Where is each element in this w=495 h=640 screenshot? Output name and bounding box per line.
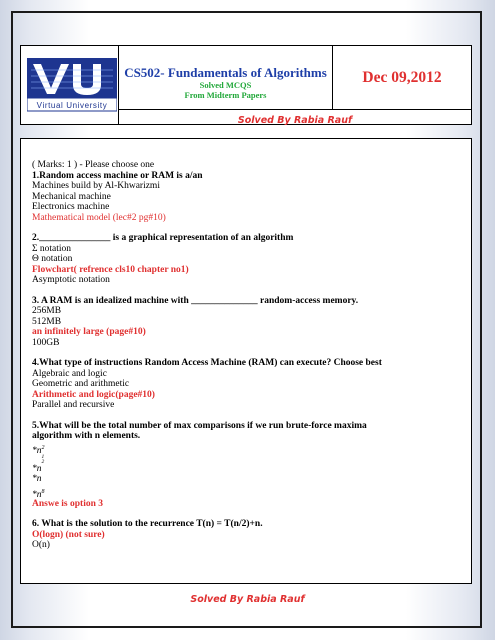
q5-option-3: *n: [32, 473, 42, 484]
q4-option-2: Geometric and arithmetic: [32, 379, 130, 389]
header-solved-by-cell: [119, 110, 471, 124]
document-title: CS502- Fundamentals of Algorithms: [124, 65, 327, 80]
q4-answer: Arithmetic and logic(page#10): [32, 389, 155, 400]
q2-answer: Flowchart( refrence cls10 chapter no1): [32, 264, 189, 275]
document-subtitle-2: From Midterm Papers: [184, 90, 267, 100]
document-date: Dec 09,2012: [362, 69, 442, 86]
q5-option-1: $*n^2$: [32, 444, 45, 456]
q5-option-4: $*n^8$: [32, 488, 45, 500]
q3-answer: an infinitely large (page#10): [32, 327, 146, 337]
question-3: 3. A RAM is an idealized machine with ______________ random-access memory.: [32, 295, 359, 306]
q1-option-2: Mechanical machine: [32, 191, 111, 202]
question-5-line-2: algorithm with n elements.: [32, 431, 141, 441]
question-6: 6. What is the solution to the recurrence T(n) = T(n/2)+n.: [32, 519, 263, 529]
question-1: 1.Random access machine or RAM is a/an: [32, 170, 203, 181]
q2-option-4: Asymptotic notation: [32, 275, 110, 285]
marks-intro: ( Marks: 1 ) - Please choose one: [32, 160, 155, 170]
title-cell: [119, 46, 333, 110]
q5-answer: Answe is option 3: [32, 498, 103, 509]
q1-answer: Mathematical model (lec#2 pg#10): [32, 212, 166, 223]
logo-cell: [21, 46, 119, 124]
date-cell: [333, 46, 471, 110]
svg-text:Virtual University: Virtual University: [36, 101, 108, 110]
footer: [0, 589, 495, 607]
q4-option-1: Algebraic and logic: [32, 368, 107, 379]
footer-solved-by: Solved By Rabia Rauf: [190, 594, 305, 605]
virtual-university-logo: [27, 58, 117, 112]
q3-option-1: 256MB: [32, 306, 62, 316]
q4-option-4: Parallel and recursive: [32, 400, 115, 410]
question-4: 4.What type of instructions Random Access Machine (RAM) can execute? Choose best: [32, 358, 382, 368]
q2-option-1: Σ notation: [32, 243, 72, 254]
question-2: 2._______________ is a graphical representation of an algorithm: [32, 233, 294, 243]
q6-option-2: O(n): [32, 540, 50, 550]
header-table: [20, 45, 472, 125]
header-solved-by: Solved By Rabia Rauf: [237, 115, 353, 126]
q3-option-2: 512MB: [32, 316, 62, 327]
q6-answer: O(logn) (not sure): [32, 529, 105, 540]
q2-option-2: Θ notation: [32, 254, 73, 264]
q3-option-4: 100GB: [32, 337, 60, 348]
mcq-content: [32, 160, 462, 551]
document-subtitle-1: Solved MCQS: [199, 80, 252, 90]
q5-option-2: *n 1 2: [32, 453, 45, 474]
question-5-line-1: 5.What will be the total number of max comparisons if we run brute-force maxima: [32, 420, 367, 431]
q1-option-1: Machines build by Al-Khwarizmi: [32, 181, 160, 191]
q1-option-3: Electronics machine: [32, 202, 110, 212]
